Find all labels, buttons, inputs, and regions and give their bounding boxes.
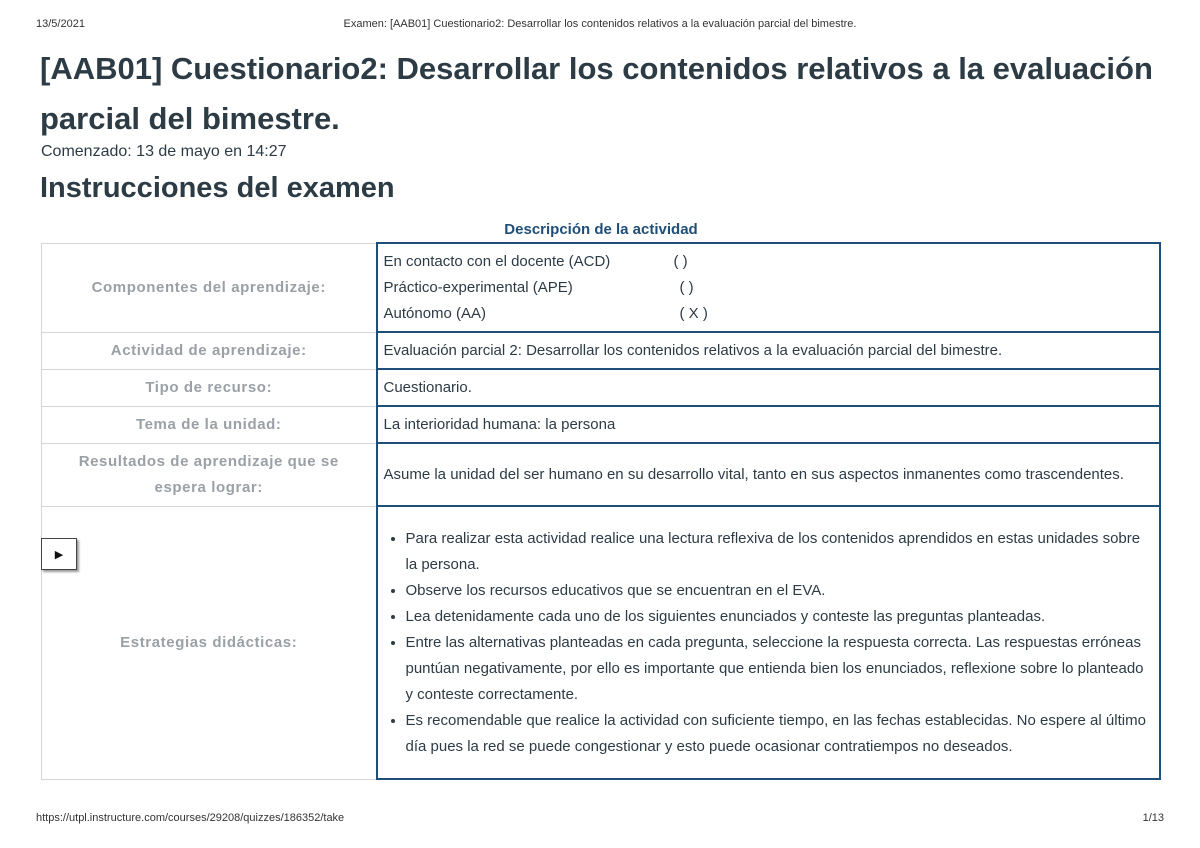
component-mark: ( ) <box>673 252 688 270</box>
list-item: • Para realizar esta actividad realice una lectura reflexiva de los contenidos aprendidos en estas unidades sobre la persona. <box>406 526 1154 578</box>
component-mark: ( X ) <box>679 304 708 322</box>
component-name: Práctico-experimental (APE) <box>383 278 573 296</box>
table-row <box>42 406 1161 443</box>
resource-label: Tipo de recurso: <box>42 369 377 406</box>
table-row <box>42 369 1161 406</box>
topic-label: Tema de la unidad: <box>42 406 377 443</box>
component-mark: ( ) <box>679 278 694 296</box>
component-line <box>384 301 1154 327</box>
play-icon: ▶ <box>54 548 64 561</box>
component-line <box>384 275 1154 301</box>
list-item: • Lea detenidamente cada uno de los siguientes enunciados y conteste las preguntas planteadas. <box>406 604 1154 630</box>
print-footer <box>36 812 1164 828</box>
component-line <box>384 249 1154 275</box>
section-title: Instrucciones del examen <box>40 172 395 204</box>
results-value: Asume la unidad del ser humano en su desarrollo vital, tanto en sus aspectos inmanentes como trascendentes. <box>377 443 1161 506</box>
table-row <box>42 243 1161 332</box>
components-label: Componentes del aprendizaje: <box>42 243 377 332</box>
resource-value: Cuestionario. <box>377 369 1161 406</box>
print-date: 13/5/2021 <box>36 18 85 30</box>
topic-value: La interioridad humana: la persona <box>377 406 1161 443</box>
print-doc-title: Examen: [AAB01] Cuestionario2: Desarrollar los contenidos relativos a la evaluación parcial del bimestre. <box>343 18 857 30</box>
components-value <box>377 243 1161 332</box>
activity-caption: Descripción de la actividad <box>504 221 698 238</box>
strategies-list <box>384 526 1154 760</box>
strategies-value <box>377 506 1161 779</box>
component-name: Autónomo (AA) <box>383 304 487 322</box>
list-item: • Observe los recursos educativos que se encuentran en el EVA. <box>406 578 1154 604</box>
activity-table <box>41 242 1161 780</box>
strategies-label: Estrategias didácticas: <box>42 506 377 779</box>
activity-label: Actividad de aprendizaje: <box>42 332 377 369</box>
play-button[interactable] <box>41 538 77 570</box>
page-number: 1/13 <box>1142 812 1164 824</box>
results-label: Resultados de aprendizaje que se espera lograr: <box>42 443 377 506</box>
started-time: Comenzado: 13 de mayo en 14:27 <box>41 143 287 160</box>
page-title: [AAB01] Cuestionario2: Desarrollar los contenidos relativos a la evaluación parcial del bimestre. <box>40 51 1153 136</box>
activity-value: Evaluación parcial 2: Desarrollar los contenidos relativos a la evaluación parcial del bimestre. <box>377 332 1161 369</box>
component-name: En contacto con el docente (ACD) <box>383 252 611 270</box>
table-row <box>42 506 1161 779</box>
print-header <box>36 18 1164 34</box>
print-url: https://utpl.instructure.com/courses/29208/quizzes/186352/take <box>36 812 345 824</box>
list-item: • Es recomendable que realice la actividad con suficiente tiempo, en las fechas establecidas. No espere al último día pues la red se puede congestionar y esto puede ocasionar contratiempos no deseados. <box>406 708 1154 760</box>
table-row <box>42 332 1161 369</box>
list-item: • Entre las alternativas planteadas en cada pregunta, seleccione la respuesta correcta. Las respuestas erróneas puntúan negativamente, por ello es importante que entienda bien los enunciados, reflexione sobre lo planteado y conteste correctamente. <box>406 630 1154 708</box>
table-row <box>42 443 1161 506</box>
